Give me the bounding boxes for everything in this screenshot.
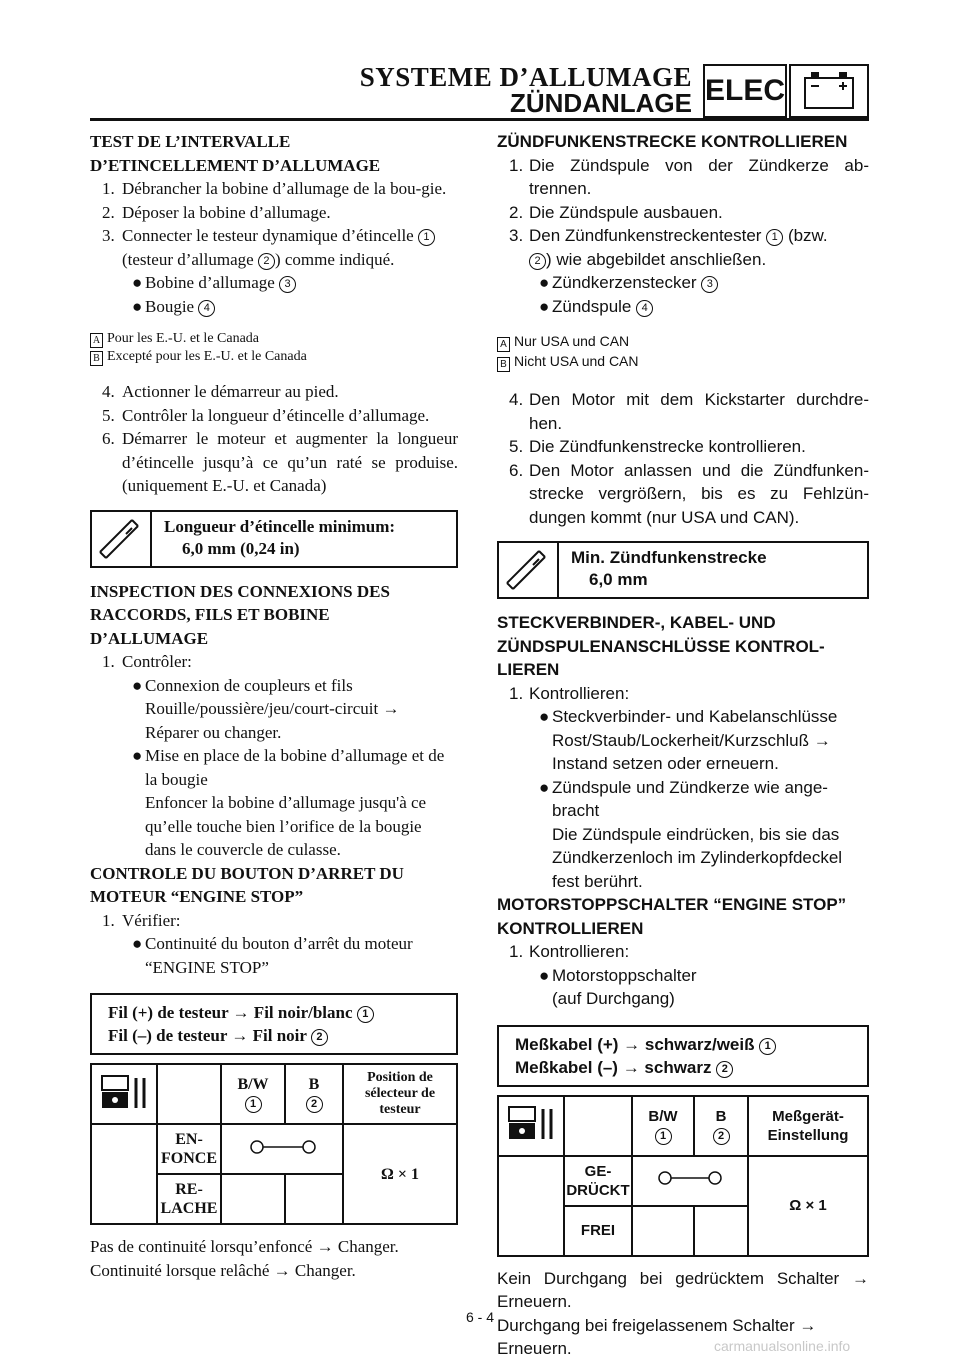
note-b [497, 352, 869, 372]
ref-number: 4 [198, 300, 215, 317]
step-number: 5. [102, 405, 115, 425]
bullet-item [539, 964, 869, 988]
watermark: carmanualsonline.info [714, 1338, 851, 1354]
ref-number: 1 [766, 229, 783, 246]
step [497, 459, 869, 530]
note-tag: B [497, 357, 510, 372]
bullet-text: Motorstoppschalter [552, 965, 697, 985]
wire-line [515, 1056, 867, 1079]
step-text-part: ) comme indiqué. [274, 249, 395, 269]
col-selector-position: Position de sélecteur de testeur [343, 1064, 457, 1124]
wire-text: Meßkabel (–) → schwarz [515, 1057, 712, 1077]
left-column-fr [90, 130, 458, 1282]
bullet-item [539, 705, 869, 729]
step-number: 1. [509, 942, 524, 961]
heading-line: CONTROLE DU BOUTON D’ARRET DU [90, 863, 404, 883]
col-label: B [715, 1107, 727, 1125]
step-text: Die Zündspule ausbauen. [529, 202, 723, 222]
step [497, 435, 869, 459]
note-a [497, 332, 869, 352]
ref-number: 2 [258, 253, 275, 270]
col-b [694, 1096, 748, 1156]
heading-line: D’ETINCELLEMENT D’ALLUMAGE [90, 155, 381, 175]
bullet-icon: ● [539, 296, 550, 316]
bullet-subtext: Instand setzen oder erneuern. [552, 754, 779, 773]
row-pressed [564, 1156, 632, 1206]
step-number: 2. [102, 202, 115, 222]
result-text: Durchgang bei freigelassenem Schalter → Erneuern. [497, 1315, 817, 1358]
ref-number: 2 [529, 253, 546, 270]
note-text: Nicht USA und CAN [514, 353, 639, 369]
wire-text: Fil (–) de testeur → Fil noir [108, 1026, 307, 1045]
result-text: Continuité lorsque relâché → Changer. [90, 1260, 356, 1280]
step [497, 388, 869, 435]
row-label: LACHE [160, 1200, 218, 1217]
ref-number: 1 [759, 1038, 776, 1055]
bullet-subtext: Die Zündspule eindrücken, bis sie das [552, 824, 840, 844]
bullet-subtext: “ENGINE STOP” [145, 957, 269, 977]
bullet-text: Steckverbinder- und Kabelanschlüsse [552, 707, 838, 726]
step-text [529, 224, 869, 271]
bullet-subtext: bracht [552, 801, 600, 820]
heading-line: D’ALLUMAGE [90, 628, 209, 648]
heading-line: ZÜNDSPULENANSCHLÜSSE KONTROL- [497, 636, 825, 656]
bullet-text: Zündspule und Zündkerze wie ange- [552, 777, 828, 797]
ref-number: 1 [245, 1096, 262, 1113]
spec-value [152, 512, 395, 566]
step-text [122, 224, 458, 271]
step-text: Débrancher la bobine d’allumage de la bou-gie. [122, 179, 447, 198]
bullet-item [539, 271, 869, 295]
row-pressed [157, 1124, 221, 1174]
col-label: B/W [648, 1107, 678, 1125]
row-label: DRÜCKT [566, 1181, 630, 1199]
bullet-text [552, 271, 869, 295]
ref-number: 4 [636, 300, 653, 317]
spec-box [90, 510, 458, 568]
heading-connections [497, 611, 869, 682]
caliper-icon [92, 512, 152, 566]
step [90, 380, 458, 404]
bullet-icon: ● [132, 273, 143, 292]
step-text: Den Motor mit dem Kickstarter durchdre-hen. [529, 390, 869, 433]
heading-line: INSPECTION DES CONNEXIONS DES [90, 581, 390, 601]
section-title-fr: SYSTEME D’ALLUMAGE [359, 62, 692, 92]
step [90, 224, 458, 271]
row-label: EN- [175, 1131, 203, 1148]
multimeter-icon [498, 1096, 564, 1156]
result-text: Kein Durchgang bei gedrücktem Schalter → Erneuern. [497, 1268, 869, 1311]
tester-wiring-box [497, 1025, 869, 1087]
right-column-de [497, 130, 869, 1361]
heading-line: MOTORSTOPPSCHALTER “ENGINE STOP” [497, 895, 847, 914]
bullet-text-part: Bougie [145, 296, 195, 316]
continuity-symbol [632, 1156, 748, 1206]
bullet-text [145, 271, 458, 295]
step-text: Kontrollieren: [529, 942, 630, 961]
col-meter-setting [748, 1096, 868, 1156]
wire-text: Fil (+) de testeur → Fil noir/blanc [108, 1003, 353, 1022]
heading-line: LIEREN [497, 660, 560, 679]
spec-label: Longueur d’étincelle minimum: [164, 516, 396, 536]
bullet-text-part: Zündspule [552, 296, 632, 316]
step-text: Contrôler la longueur d’étincelle d’allumage. [122, 405, 430, 425]
ref-number: 3 [279, 276, 296, 293]
note-text: Pour les E.-U. et le Canada [107, 331, 260, 346]
ref-number: 3 [701, 276, 718, 293]
bullet-item [132, 932, 458, 956]
step-number: 4. [509, 390, 524, 409]
bullet-text [145, 295, 458, 319]
step-text-part: (bzw. [787, 226, 828, 245]
step-text-part: Den Zündfunkenstreckentester [529, 226, 762, 245]
note-tag: B [90, 351, 103, 366]
section-title-de: ZÜNDANLAGE [510, 88, 692, 118]
step-text: Vérifier: [122, 910, 181, 930]
heading-spark-gap-test [90, 130, 458, 177]
step [497, 940, 869, 964]
wire-text: Meßkabel (+) → schwarz/weiß [515, 1034, 755, 1054]
bullet-text: Continuité du bouton d’arrêt du moteur [145, 934, 413, 953]
continuity-table [497, 1095, 869, 1257]
col-label: Einstellung [767, 1126, 849, 1144]
step-text: Die Zündfunkenstrecke kontrollieren. [529, 437, 806, 456]
bullet-subtext: Rouille/poussière/jeu/court-circuit → [145, 699, 400, 718]
meter-range: Ω × 1 [343, 1124, 457, 1224]
bullet-item [132, 295, 458, 319]
step-text: Die Zündspule von der Zündkerze ab-trennen. [529, 155, 869, 198]
battery-icon [789, 64, 869, 118]
bullet-item [132, 744, 458, 768]
heading-spark-gap-test: ZÜNDFUNKENSTRECKE KONTROLLIEREN [497, 132, 848, 151]
bullet-text-part: Bobine d’allumage [145, 273, 275, 292]
col-bw [632, 1096, 694, 1156]
bullet-icon: ● [539, 273, 550, 292]
bullet-subtext: (auf Durchgang) [552, 989, 675, 1008]
note-tag: A [497, 337, 510, 352]
tester-wiring-box [90, 993, 458, 1055]
step-text-part: Connecter le testeur dynamique d’étincelle [122, 226, 414, 245]
col-b [285, 1064, 343, 1124]
step-number: 4. [102, 382, 115, 401]
step-number: 1. [509, 155, 524, 175]
heading-engine-stop [497, 893, 869, 940]
step-number: 1. [509, 683, 524, 703]
bullet-item [539, 776, 869, 800]
continuity-table [90, 1063, 458, 1225]
spec-box [497, 541, 869, 599]
bullet-icon: ● [132, 675, 143, 695]
step-number: 6. [509, 460, 524, 480]
col-label: B/W [237, 1076, 269, 1093]
wire-line [108, 1024, 456, 1047]
continuity-symbol [221, 1124, 343, 1174]
step [497, 201, 869, 225]
ref-number: 2 [713, 1128, 730, 1145]
step-number: 2. [509, 202, 524, 222]
step [90, 201, 458, 225]
step-number: 3. [509, 226, 524, 245]
section-code-badge: ELEC [703, 64, 787, 118]
spec-number: 6,0 mm [589, 570, 648, 589]
col-bw [221, 1064, 285, 1124]
bullet-item [132, 674, 458, 698]
spec-value [559, 543, 767, 597]
meter-range: Ω × 1 [748, 1156, 868, 1256]
col-label: Meßgerät- [772, 1107, 844, 1125]
ref-number: 1 [357, 1006, 374, 1023]
spec-number: 6,0 mm (0,24 in) [182, 538, 300, 558]
page-number: 6 - 4 [466, 1309, 495, 1325]
spec-label: Min. Zündfunkenstrecke [571, 548, 767, 567]
step-text: Den Motor anlassen und die Zündfunken-strecke vergrößern, bis es zu Fehlzün-dungen kommt (nur USA und CAN). [529, 460, 869, 527]
row-released [157, 1174, 221, 1224]
step-number: 5. [509, 437, 524, 456]
bullet-icon: ● [132, 746, 143, 765]
wire-line [108, 1001, 456, 1024]
step [90, 650, 458, 674]
bullet-item [132, 271, 458, 295]
heading-engine-stop [90, 862, 458, 909]
bullet-item [539, 295, 869, 319]
result-text: Pas de continuité lorsqu’enfoncé → Changer. [90, 1237, 399, 1256]
step [497, 682, 869, 706]
bullet-text [552, 295, 869, 319]
bullet-icon: ● [539, 965, 550, 985]
step-text: Démarrer le moteur et augmenter la longueur d’étincelle jusqu’à ce qu’un raté se produise. (uniquement E.-U. et Canada) [122, 429, 458, 495]
bullet-subtext: fest berührt. [552, 871, 643, 891]
ref-number: 1 [418, 229, 435, 246]
row-released: FREI [564, 1206, 632, 1256]
bullet-subtext: Enfoncer la bobine d’allumage jusqu'à ce [145, 793, 427, 812]
ref-number: 2 [716, 1061, 733, 1078]
step-number: 1. [102, 910, 115, 930]
bullet-subtext: dans le couvercle de culasse. [145, 840, 341, 859]
row-label: FONCE [161, 1150, 217, 1167]
bullet-subtext: la bougie [145, 769, 208, 789]
step [497, 224, 869, 271]
note-a [90, 330, 458, 348]
bullet-text: Mise en place de la bobine d’allumage et de [145, 746, 445, 765]
note-text: Excepté pour les E.-U. et le Canada [107, 349, 307, 364]
heading-connections [90, 580, 458, 651]
step [90, 909, 458, 933]
heading-line: MOTEUR “ENGINE STOP” [90, 887, 304, 906]
step-number: 1. [102, 652, 115, 671]
step-text-part: ) wie abgebildet anschließen. [546, 249, 767, 269]
step [90, 177, 458, 201]
bullet-subtext: qu’elle touche bien l’orifice de la bougie [145, 816, 422, 836]
ref-number: 2 [306, 1096, 323, 1113]
row-label: GE- [584, 1162, 612, 1180]
bullet-subtext: Rost/Staub/Lockerheit/Kurzschluß → [552, 730, 831, 750]
wire-line [515, 1033, 867, 1056]
step-text: Actionner le démarreur au pied. [122, 382, 339, 401]
note-text: Nur USA und CAN [514, 333, 630, 349]
col-label: B [308, 1076, 320, 1093]
step-number: 6. [102, 429, 115, 448]
bullet-subtext: Zündkerzenloch im Zylinderkopfdeckel [552, 848, 843, 867]
step [90, 404, 458, 428]
bullet-icon: ● [132, 296, 143, 316]
bullet-icon: ● [539, 707, 550, 726]
note-b [90, 348, 458, 366]
heading-line: RACCORDS, FILS ET BOBINE [90, 605, 330, 624]
bullet-icon: ● [539, 777, 550, 797]
header-rule [90, 118, 869, 121]
bullet-icon: ● [132, 934, 143, 953]
heading-line: KONTROLLIEREN [497, 918, 644, 938]
note-tag: A [90, 333, 103, 348]
bullet-text-part: Zündkerzenstecker [552, 273, 697, 292]
ref-number: 1 [655, 1128, 672, 1145]
heading-line: TEST DE L’INTERVALLE [90, 132, 291, 151]
heading-line: STECKVERBINDER-, KABEL- UND [497, 613, 776, 632]
multimeter-icon [91, 1064, 157, 1124]
step-text: Kontrollieren: [529, 683, 630, 703]
step-text-part: (testeur d’allumage [122, 249, 254, 269]
step [90, 427, 458, 498]
ref-number: 2 [311, 1029, 328, 1046]
bullet-subtext: Réparer ou changer. [145, 722, 282, 742]
step [497, 154, 869, 201]
step-text: Déposer la bobine d’allumage. [122, 202, 331, 222]
row-label: RE- [175, 1181, 203, 1198]
step-number: 1. [102, 179, 115, 198]
bullet-text: Connexion de coupleurs et fils [145, 675, 353, 695]
caliper-icon [499, 543, 559, 597]
step-number: 3. [102, 226, 115, 245]
step-text: Contrôler: [122, 652, 192, 671]
